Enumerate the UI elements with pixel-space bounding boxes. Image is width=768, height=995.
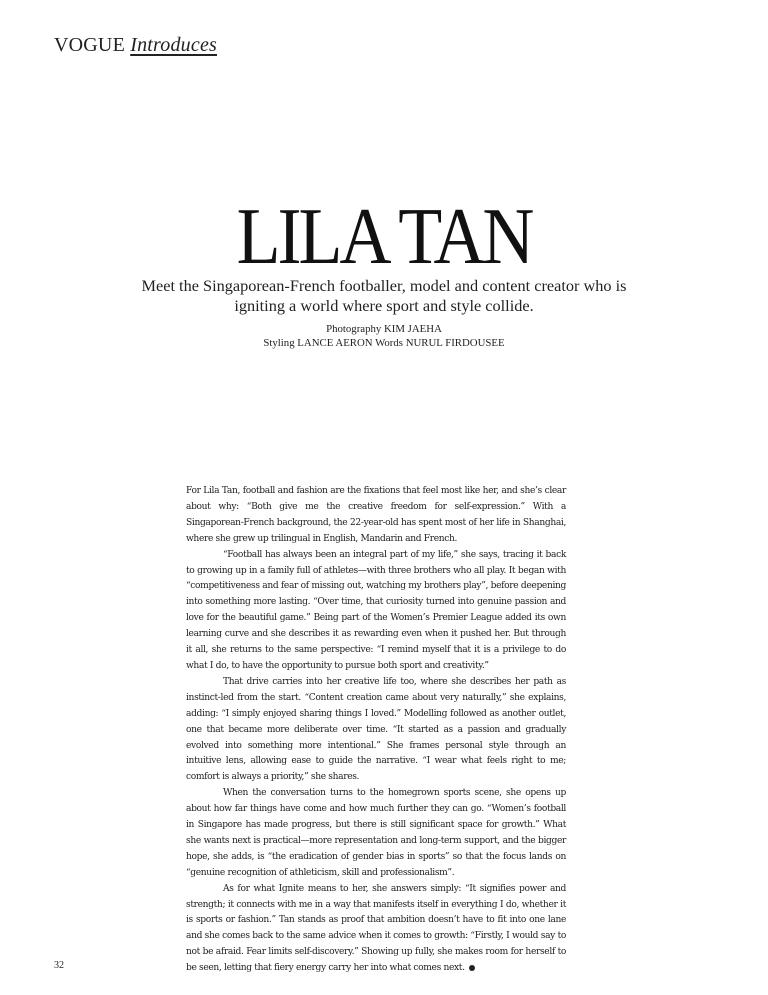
body-paragraph: For Lila Tan, football and fashion are the fixations that feel most like her, and she’s clear about why: “Both give me the creative freedom for self-expression.” With a Singaporean-French background, the 22-year-old has spent most of her life in Shanghai, where she grew up trilingual in English, Mandarin and French.	[186, 486, 566, 544]
article-credits	[150, 322, 618, 350]
body-paragraph-text: As for what Ignite means to her, she answers simply: “It signifies power and strength; it connects with me in a way that manifests itself in everything I do, whether it is sports or fashion.” Tan stands as proof that ambition doesn’t have to fit into one lane and she comes back to the same advice when it comes to growth: “Firstly, I would say to not be afraid. Fear limits self-discovery.” Showing up fully, she makes room for herself to be seen, letting that fiery energy carry her into what comes next.	[186, 883, 566, 974]
brand-name: VOGUE	[54, 34, 125, 56]
credit-photography: Photography KIM JAEHA	[326, 323, 442, 335]
article-title: LILA TAN	[236, 191, 532, 282]
section-name: Introduces	[130, 34, 217, 56]
article-body	[186, 484, 566, 977]
article-dek: Meet the Singaporean-French footballer, model and content creator who is igniting a world where sport and style collide.	[141, 276, 627, 315]
body-paragraph: That drive carries into her creative life too, where she describes her path as instinct-led from the start. “Content creation came about very naturally,” she explains, adding: “I simply enjoyed sharing things I loved.” Modelling followed as another outlet, one that became more deliberate over time. “It started as a passion and gradually evolved into something more intentional.” She frames personal style through an intuitive lens, allowing ease to guide the narrative. “I wear what feels right to me; comfort is always a priority,” she shares.	[186, 676, 566, 783]
section-header	[54, 34, 217, 57]
body-paragraph: “Football has always been an integral part of my life,” she says, tracing it back to growing up in a family full of athletes—with three brothers who all play. It began with “competitiveness and fear of missing out, watching my brothers play”, before deepening into something more lasting. “Over time, that curiosity turned into genuine passion and love for the beautiful game.” Being part of the Women’s Premier League added its own learning curve and she describes it as rewarding even when it pushed her. But through it all, she returns to the same perspective: “I remind myself that it is a privilege to do what I do, to have the opportunity to pursue both sport and creativity.”	[186, 549, 566, 671]
body-paragraph	[186, 786, 566, 881]
body-paragraph-text: When the conversation turns to the homegrown sports scene, she opens up about how far things have come and how much further they can go. “Women’s football in Singapore has made progress, but there is still significant space for growth.” What she wants next is practical—more representation and long-term support, and the bigger hope, she adds, is “the eradication of gender bias in sports” so that the focus lands on “genuine recognition of athleticism, skill and professionalism”.	[186, 788, 566, 878]
body-paragraph-last	[186, 882, 566, 977]
page-number: 32	[54, 960, 64, 971]
end-mark-icon	[469, 965, 475, 971]
credit-styling-words: Styling LANCE AERON Words NURUL FIRDOUSEE	[263, 337, 505, 349]
